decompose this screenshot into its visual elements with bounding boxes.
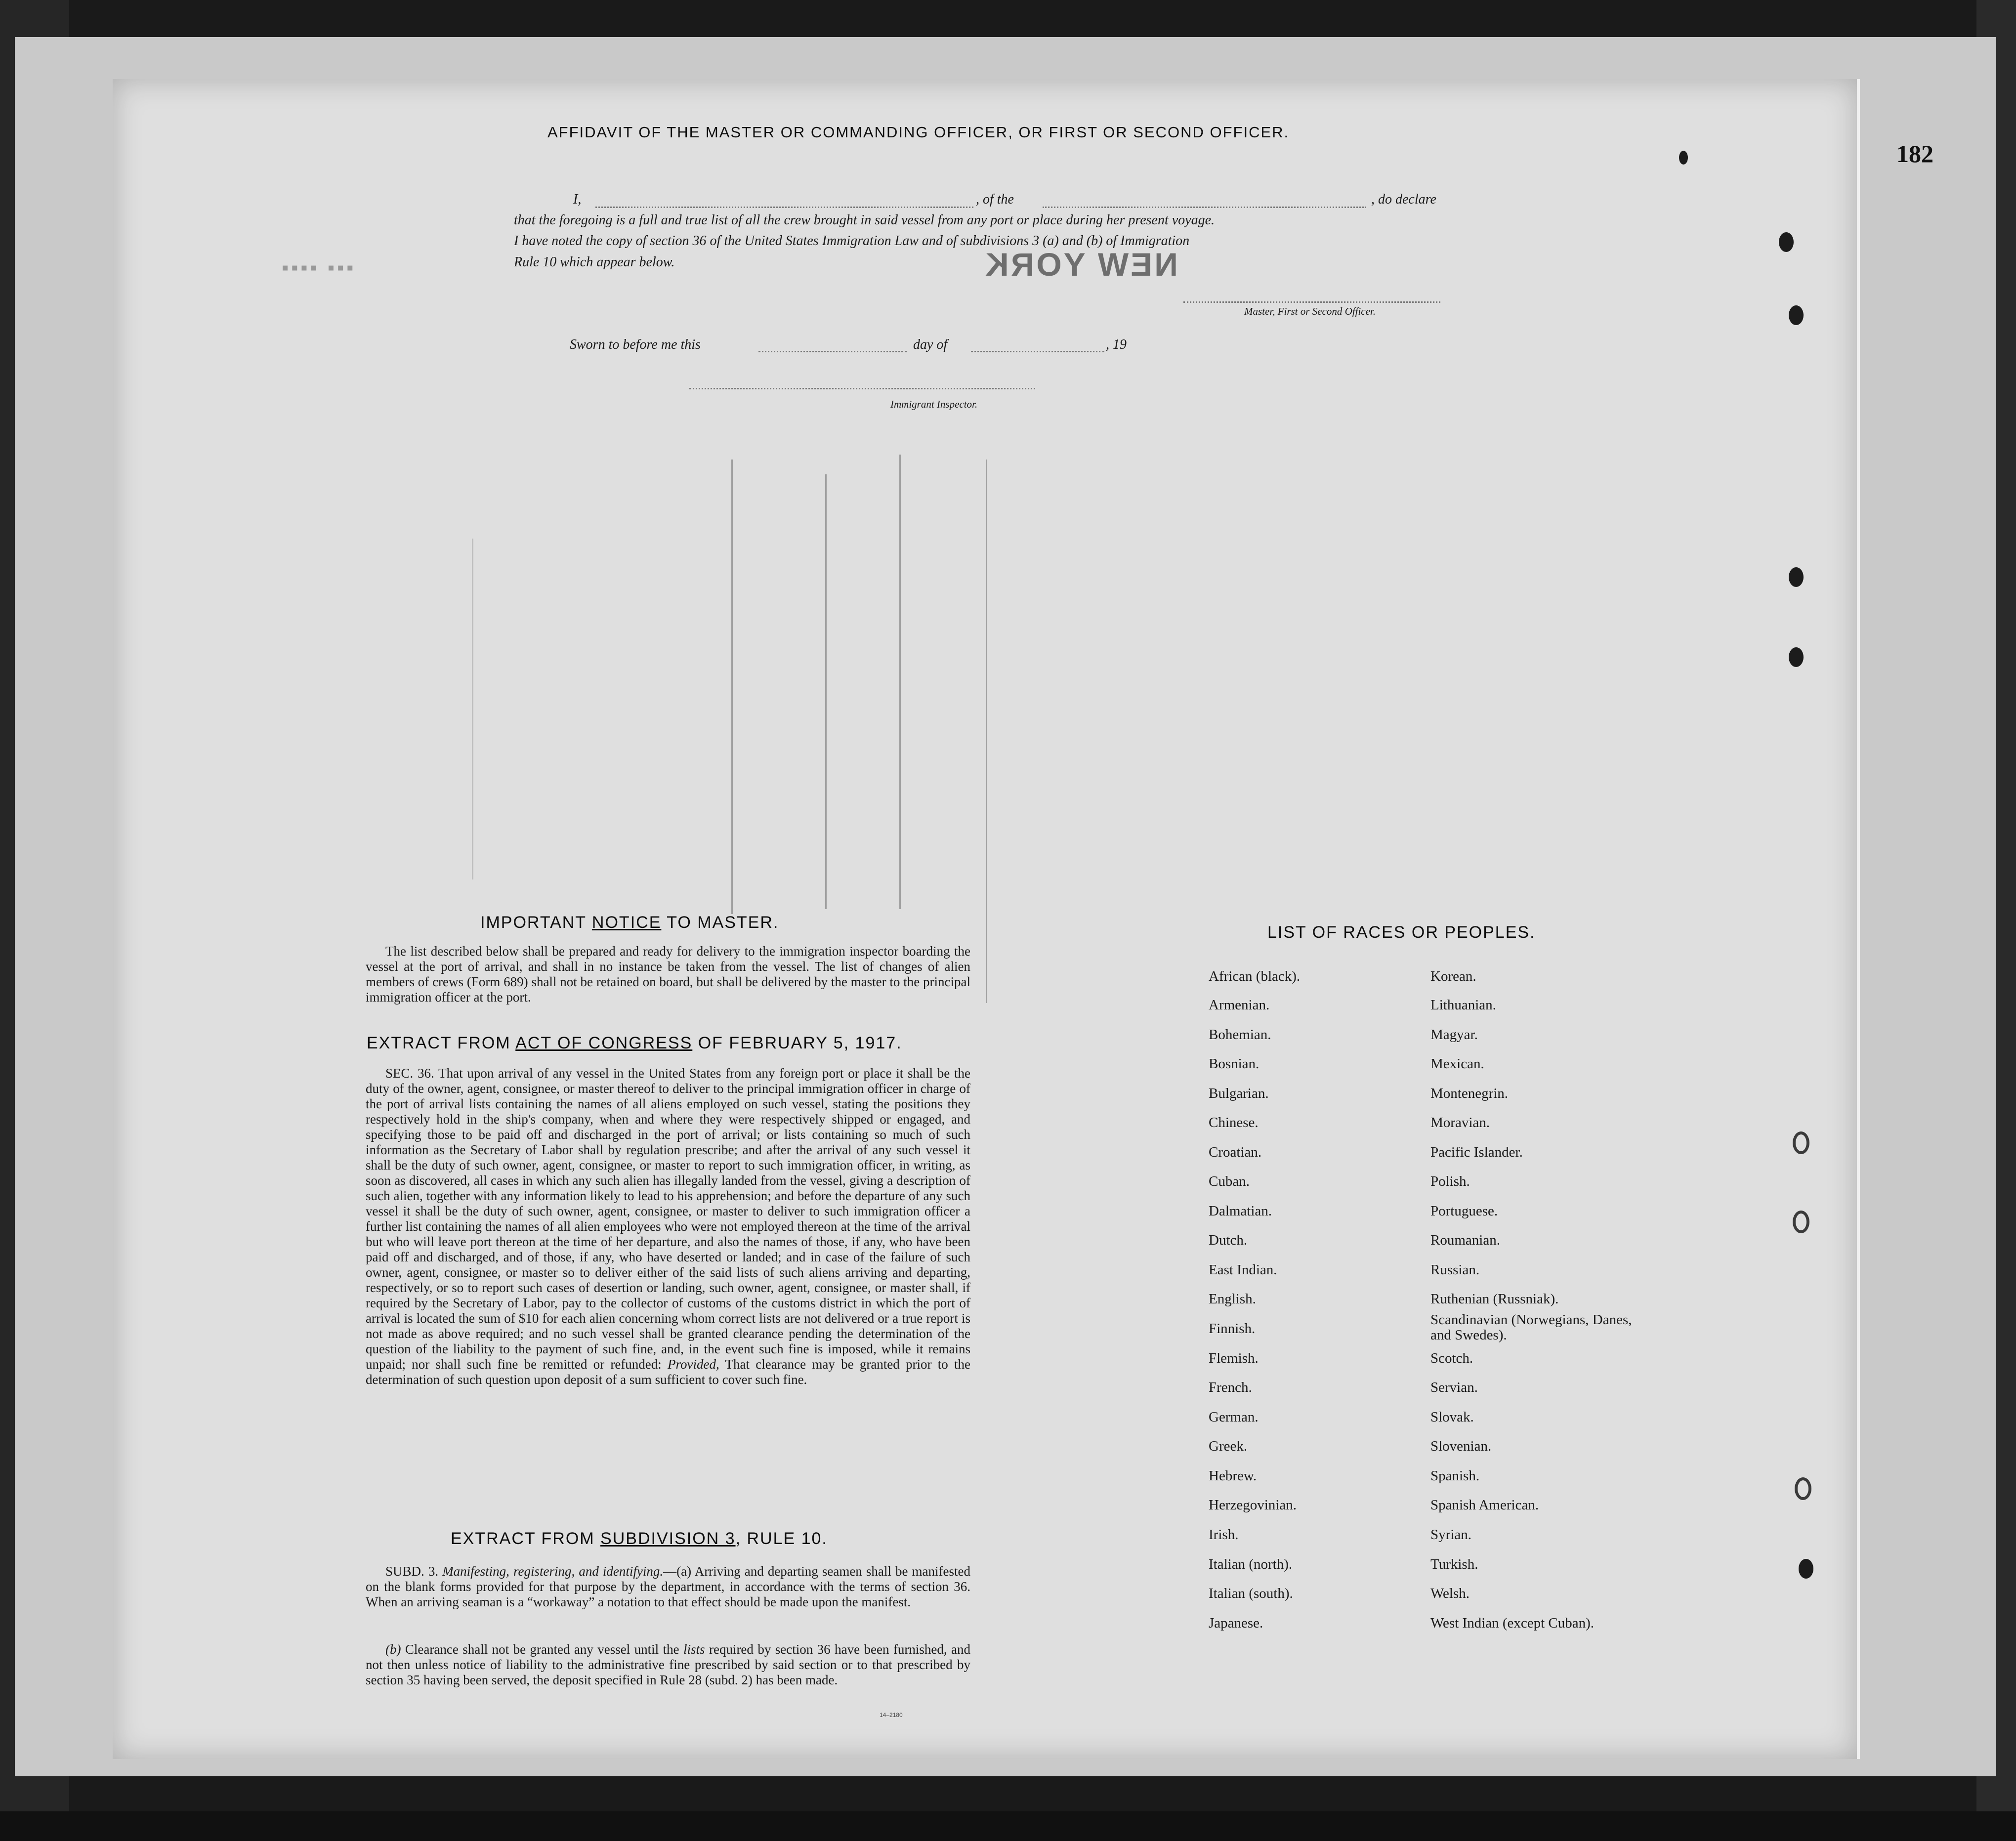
rule-b-lists: lists: [683, 1642, 705, 1657]
master-label: Master, First or Second Officer.: [1244, 305, 1376, 317]
punch-hole: [1795, 1477, 1811, 1500]
rule-b-label: (b): [385, 1642, 401, 1657]
race-item: Irish.: [1209, 1527, 1239, 1543]
race-item: African (black).: [1209, 968, 1301, 984]
race-item: German.: [1209, 1409, 1259, 1425]
notice-body: [366, 944, 970, 1005]
film-edge-bottom: [0, 1811, 2016, 1841]
race-item: Syrian.: [1430, 1527, 1471, 1543]
act-section-label: SEC. 36.: [385, 1066, 434, 1081]
race-item: Slovak.: [1430, 1409, 1474, 1425]
act-body: [366, 1066, 970, 1387]
sworn-month-blank: [971, 351, 1104, 352]
race-item: Ruthenian (Russniak).: [1430, 1291, 1559, 1307]
race-item: Bohemian.: [1209, 1027, 1271, 1043]
declaration-line-4: Rule 10 which appear below.: [514, 254, 675, 270]
punch-hole: [1779, 232, 1794, 252]
race-item: Slovenian.: [1430, 1438, 1492, 1454]
race-item: Russian.: [1430, 1262, 1480, 1278]
race-item: Servian.: [1430, 1380, 1478, 1395]
act-text-end: That clearance may be granted prior to the determination of such question upon deposit of a sum sufficient to cover such fine.: [366, 1357, 970, 1387]
race-item: French.: [1209, 1380, 1252, 1395]
race-item: Spanish American.: [1430, 1497, 1539, 1513]
rule-body-b: [366, 1642, 970, 1688]
punch-hole: [1789, 567, 1804, 587]
rule-title-pre: EXTRACT FROM: [451, 1529, 601, 1548]
rule-subd-label: SUBD. 3.: [385, 1564, 439, 1579]
punch-hole: [1799, 1559, 1813, 1579]
race-item: Lithuanian.: [1430, 997, 1496, 1013]
race-item: English.: [1209, 1291, 1256, 1307]
declaration-of-the: , of the: [976, 192, 1014, 207]
declaration-line-3: I have noted the copy of section 36 of the United States Immigration Law and of subdivisions 3 (a) and (b) of Immigration: [514, 233, 1190, 249]
notice-title-post: TO MASTER.: [661, 913, 779, 932]
race-item: Pacific Islander.: [1430, 1144, 1523, 1160]
act-title-underlined: ACT OF CONGRESS: [515, 1034, 693, 1052]
form-code: 14–2180: [880, 1712, 903, 1718]
race-item: Armenian.: [1209, 997, 1270, 1013]
race-item: Moravian.: [1430, 1115, 1490, 1130]
manifest-rule: [825, 474, 827, 909]
race-item: Chinese.: [1209, 1115, 1259, 1130]
rule-a-text: —(a) Arriving and departing seamen shall be manifested on the blank forms provided for that purpose by the department, in accordance with the terms of section 36. When an arriving seaman is a “workaway” a notation to that effect should be made upon the manifest.: [366, 1564, 970, 1609]
sworn-day-blank: [758, 351, 907, 352]
race-item: West Indian (except Cuban).: [1430, 1615, 1595, 1631]
race-item: Magyar.: [1430, 1027, 1478, 1043]
vessel-blank: [1043, 207, 1366, 208]
race-item: Welsh.: [1430, 1586, 1470, 1601]
rule-b-text-1: Clearance shall not be granted any vessel until the: [405, 1642, 679, 1657]
inspector-label: Immigrant Inspector.: [890, 398, 978, 410]
race-item: Japanese.: [1209, 1615, 1263, 1631]
manifest-rule: [472, 539, 473, 879]
notice-title: [480, 913, 779, 932]
race-item: Roumanian.: [1430, 1232, 1500, 1248]
punch-hole: [1789, 647, 1804, 667]
race-item: Greek.: [1209, 1438, 1248, 1454]
race-item: Turkish.: [1430, 1556, 1478, 1572]
sworn-prefix: Sworn to before me this: [570, 337, 701, 352]
port-stamp-mirrored: NEW YORK: [983, 246, 1178, 283]
manifest-rule: [899, 455, 901, 909]
act-title-pre: EXTRACT FROM: [367, 1034, 516, 1052]
manifest-rule: [731, 460, 733, 914]
race-item: Montenegrin.: [1430, 1086, 1509, 1101]
race-item: Finnish.: [1209, 1321, 1256, 1337]
rule-title-underlined: SUBDIVISION 3: [600, 1529, 736, 1548]
rule-title-post: , RULE 10.: [735, 1529, 828, 1548]
rule-b-text-2: required by section 36 have been furnished, and not then unless notice of liability to the administrative fine prescribed by said section or to that prescribed by section 35 having been served, the deposit specified in Rule 28 (subd. 2) has been made.: [366, 1642, 970, 1687]
race-item: Scandinavian (Norwegians, Danes, and Swedes).: [1430, 1312, 1632, 1343]
declaration-do-declare: , do declare: [1371, 192, 1436, 207]
rule-title: [451, 1529, 828, 1548]
declaration-i: I,: [573, 192, 582, 207]
affidavit-title: AFFIDAVIT OF THE MASTER OR COMMANDING OFFICER, OR FIRST OR SECOND OFFICER.: [547, 124, 1290, 141]
stamp-smudge: ▪▪▪ ▪▪▪▪: [279, 257, 354, 279]
race-item: Dutch.: [1209, 1232, 1248, 1248]
race-item: Cuban.: [1209, 1173, 1250, 1189]
notice-text: The list described below shall be prepared and ready for delivery to the immigration inspector boarding the vessel at the port of arrival, and shall in no instance be taken from the vessel. The list of changes of alien members of crews (Form 689) shall not be retained on board, but shall be delivered by the master to the principal immigration officer at the port.: [366, 944, 970, 1004]
act-text: That upon arrival of any vessel in the United States from any foreign port or place it shall be the duty of the owner, agent, consignee, or master thereof to deliver to the principal immigration officer in charge of the port of arrival lists containing the names of all aliens employed on such vessel, stating the positions they respectively hold in the ship's company, when and where they were respectively shipped or engaged, and specifying those to be paid off and discharged in the port of arrival; or lists containing so much of such information as the Secretary of Labor shall by regulation prescribe; and after the arrival of any such vessel it shall be the duty of such owner, agent, consignee, or master to report to such immigration officer, in writing, as soon as discovered, all cases in which any such alien has illegally landed from the vessel, giving a description of such alien, together with any information likely to lead to his apprehension; and before the departure of any such vessel it shall be the duty of such owner, agent, consignee, or master to deliver to such immigration officer a further list containing the names of all alien employees who were not employed thereon at the time of the arrival but who will leave port thereon at the time of her departure, and also the names of those, if any, who have been paid off and discharged, and of those, if any, who have deserted or landed; and in case of the failure of such owner, agent, consignee, or master so to deliver either of the said lists of such aliens arriving and departing, respectively, or so to report such cases of desertion or landing, such owner, agent, consignee, or master shall, if required by the Secretary of Labor, pay to the collector of customs of the customs district in which the port of arrival is located the sum of $10 for each alien concerning whom correct lists are not delivered or a true report is not made as above required; and no such vessel shall be granted clearance pending the determination of the question of the liability to the payment of such fine, and, in the event such fine is imposed, while it remains unpaid; nor shall such fine be remitted or refunded:: [366, 1066, 970, 1372]
rule-body-a: [366, 1564, 970, 1610]
race-item: Bosnian.: [1209, 1056, 1260, 1072]
manifest-rule: [986, 460, 987, 1003]
sworn-day-of: day of: [913, 337, 948, 352]
act-title-post: OF FEBRUARY 5, 1917.: [692, 1034, 902, 1052]
punch-hole: [1679, 151, 1688, 165]
race-item: Hebrew.: [1209, 1468, 1257, 1484]
race-item: Spanish.: [1430, 1468, 1480, 1484]
race-item: Scotch.: [1430, 1350, 1473, 1366]
race-item: Bulgarian.: [1209, 1086, 1269, 1101]
race-item: Herzegovinian.: [1209, 1497, 1297, 1513]
race-item: Italian (north).: [1209, 1556, 1293, 1572]
race-item: Italian (south).: [1209, 1586, 1293, 1601]
race-item: Mexican.: [1430, 1056, 1484, 1072]
race-item: Polish.: [1430, 1173, 1470, 1189]
name-blank: [595, 207, 973, 208]
race-item: East Indian.: [1209, 1262, 1277, 1278]
race-item: Flemish.: [1209, 1350, 1259, 1366]
act-title: [367, 1034, 902, 1053]
race-item: Dalmatian.: [1209, 1203, 1272, 1219]
notice-title-underlined: NOTICE: [591, 913, 662, 932]
punch-hole: [1789, 305, 1804, 325]
races-title: LIST OF RACES OR PEOPLES.: [1267, 923, 1536, 942]
declaration-line-2: that the foregoing is a full and true list of all the crew brought in said vessel from any port or place during her present voyage.: [514, 212, 1215, 228]
act-provided: Provided,: [668, 1357, 719, 1372]
race-item: Korean.: [1430, 968, 1476, 984]
inspector-signature-blank: [689, 388, 1035, 389]
punch-hole: [1793, 1211, 1809, 1233]
race-item: Portuguese.: [1430, 1203, 1498, 1219]
punch-hole: [1793, 1131, 1809, 1154]
race-item: Croatian.: [1209, 1144, 1262, 1160]
page-number: 182: [1896, 140, 1933, 167]
notice-title-pre: IMPORTANT: [480, 913, 592, 932]
rule-subd-heading: Manifesting, registering, and identifying.: [442, 1564, 664, 1579]
master-signature-blank: [1183, 301, 1440, 303]
sworn-year: , 19: [1106, 337, 1127, 352]
